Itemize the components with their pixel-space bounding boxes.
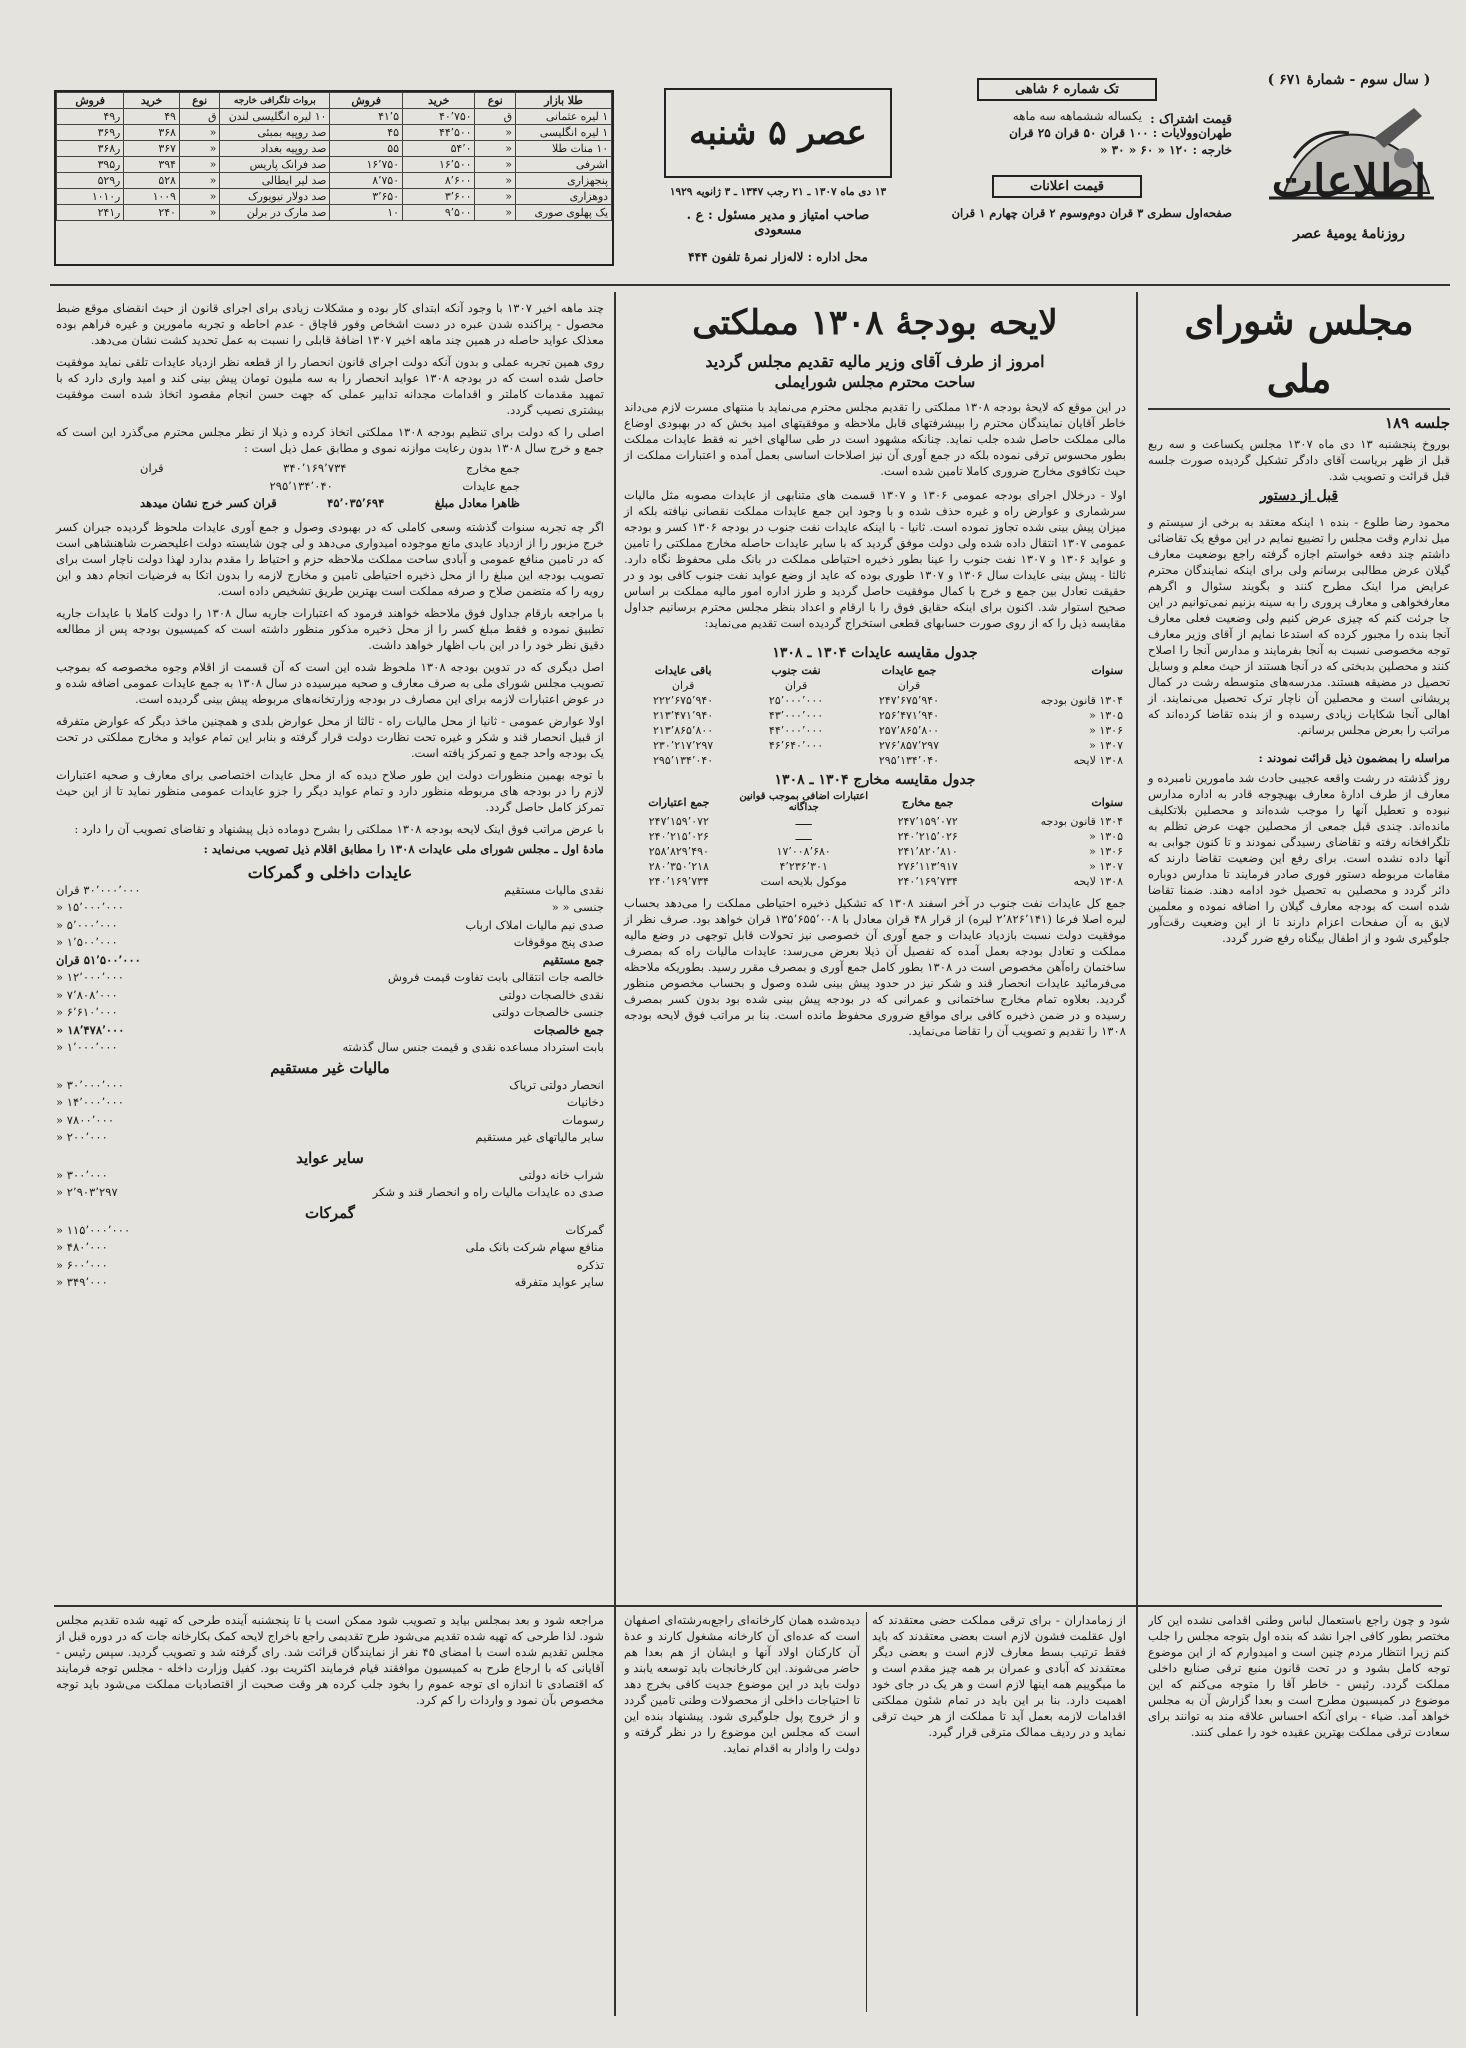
expense-header-row: [624, 790, 1126, 814]
market-cell: صد مارک در برلن: [220, 205, 330, 221]
revenue-line-label: جنسی خالصجات دولتی: [492, 1005, 604, 1019]
revenue-line: [56, 1039, 604, 1057]
title-box: [664, 88, 892, 272]
revenue-cell: ۲۲۲٬۶۷۵٬۹۴۰: [653, 694, 714, 707]
revenue-line-label: صدی نیم مالیات املاک ارباب: [465, 917, 604, 932]
ads-price-text: صفحه‌اول سطری ۳ قران دوم‌وسوم ۲ قران چهارم ۱ قران: [951, 206, 1232, 220]
majlis-column: [1148, 292, 1450, 946]
revenue-line: [56, 1022, 604, 1040]
budget-bottom-a: از زمامداران - برای ترقی مملکت حضی معتقدند که اول عقلمت فشون لازم است بعضی معتقدند که باید فقط ترتیب بسط معارف لازم است و بعضی دیگر معتقدند که آبادی و عمران بر همه چیز مقدم است و ما میگوییم همه اینها لازم است و هر یک در جای خود اهمیت دارد. بنا بر این باید در تمام شئون مملکتی اقدامات لازمه بعمل آید تا مملکت از هر حیث ترقی نماید و در ردیف ممالک مترقی قرار گیرد.: [872, 1613, 1126, 1739]
revenue-cell: ۴۶٬۶۴۰٬۰۰۰: [768, 739, 824, 752]
market-rates-table: [56, 92, 612, 221]
market-cell: ر۵۲۹: [57, 173, 124, 189]
indirect-tax-value: ۱۴٬۰۰۰٬۰۰۰ «: [56, 1095, 124, 1109]
customs-lines: [56, 1222, 604, 1292]
market-cell: «: [475, 189, 516, 205]
revenue-header: جمع عایدات: [881, 664, 937, 677]
market-cell: صد روپیه بمبئی: [220, 125, 330, 141]
revenue-cell: ۲۷۶٬۸۵۷٬۲۹۷: [878, 739, 940, 752]
indirect-tax-value: ۳۰٬۰۰۰٬۰۰۰ «: [56, 1077, 124, 1092]
revenue-line: [56, 952, 604, 970]
market-row: [57, 205, 612, 221]
expense-cell: ـــــ: [795, 815, 812, 828]
budget-bottom-b: دیده‌شده همان کارخانه‌ای راجع‌به‌رشته‌ای اصفهان است که عده‌ای آن کارخانه مشغول کارند و عدهٔ آن کارکنان اولاد آنها و ایشان از هم بعدا هم حاضر می‌شوند. این کارخانجات باید توسعه یابند و دولت باید در این موضوع جدیت کافی بخرج دهد تا احتیاجات داخلی از محصولات وطنی تامین گردد و از خروج پول جلوگیری شود. پیشنهاد بنده این است که مجلس این موضوع را در نظر گرفته و دولت را وادار به اقدام نماید.: [624, 1613, 860, 1755]
revenue-cell: ۱۳۰۷ «: [1089, 739, 1123, 752]
market-cell: دوهزاری: [516, 189, 612, 205]
budget-column: [624, 298, 1126, 1039]
revenue-line-value: ۱۲٬۰۰۰٬۰۰۰ «: [56, 970, 124, 984]
expense-row: [624, 859, 1126, 874]
expense-cell: ۲۴۰٬۲۱۵٬۰۲۶: [897, 830, 958, 843]
revenue-cell: ۲۵٬۰۰۰٬۰۰۰: [768, 694, 824, 707]
market-cell: ۳٬۶۰۰: [402, 189, 475, 205]
indirect-tax-value: ۲۰۰٬۰۰۰ «: [56, 1130, 108, 1144]
expense-cell: ۲۴۰٬۲۱۵٬۰۲۶: [648, 830, 709, 843]
indirect-tax-label: انحصار دولتی تریاک: [509, 1077, 604, 1092]
market-cell: ۳۹۴: [124, 157, 180, 173]
revenue-line: [56, 1004, 604, 1022]
customs-value: ۴۸۰٬۰۰۰ «: [56, 1240, 108, 1254]
market-header: خرید: [402, 93, 475, 109]
expense-cell: ۲۴۷٬۱۵۹٬۰۷۲: [897, 815, 958, 828]
revenue-cell: ۲۱۳٬۴۷۱٬۹۴۰: [653, 709, 714, 722]
expense-row: [624, 844, 1126, 859]
majlis-intro: بوروخ پنجشنبه ۱۳ دی ماه ۱۳۰۷ مجلس یکساعت و سه ربع قبل از ظهر بریاست آقای دادگر تشکیل گردیده صورت جلسه قبل قرائت و تصویب شد.: [1148, 436, 1450, 483]
article-bottom: مراجعه شود و بعد بمجلس بیاید و تصویب شود ممکن است یا تا پنجشنبه آینده طرحی که تهیه شده تقدیم مجلس شود. لذا طرحی که تهیه شده تقدیم می‌شود طرح تقدیمی راجع باخراج لایحه کمک بکارخانه جات که در دوره قبل از مجلس تقدیم شده است با امضای ۴۵ نفر از نمایندگان قرائت شد. رای گرفته شد و تصویب گردید. سپس رئیس - آقایانی که با ارجاع طرح به کمیسیون موافقند قیام فرمایند اکثریت بود. کفیل وزارت داخله - مجلس توجه فرمایند که اقتصادی تا اندازه ای توجه عموم را بخود جلب کرده هر وقت صحبت از اقتصادیات مملکت می‌شود باید توجه مخصوص بآن نمود و واردات را کم کرد.: [56, 1613, 604, 1707]
article-para: روی همین تجربه عملی و بدون آنکه دولت اجرای قانون انحصار را از قطعه نظر ازدیاد عایدات تلقی نماید موفقیت حاصل شده است که در بودجه ۱۳۰۸ عواید انحصار را به سه ملیون تومان پیش بینی کند و امید واری دارد که با تمهید مقدمات کاملتر و اقدامات مجدانه تدابیر عملی که جهت حسن انجام مقصود اتخاذ شده است موفقیت بیشتری نصیب گردد.: [56, 355, 605, 417]
subscription-title: قیمت اشتراک :: [1150, 111, 1232, 126]
expense-cell: ۲۴۰٬۱۶۹٬۷۳۴: [648, 875, 709, 888]
expense-cell: ۲۴۷٬۱۵۹٬۰۷۲: [648, 815, 709, 828]
revenue-unit: قران: [897, 679, 921, 692]
revenue-row: [624, 753, 1126, 768]
market-cell: ۵۲۸: [124, 173, 180, 189]
other-revenue-line: [56, 1167, 604, 1185]
customs-value: ۶۰۰٬۰۰۰ «: [56, 1257, 108, 1272]
majlis-title: مجلس شورای ملی: [1184, 298, 1414, 401]
revenue-line: [56, 917, 604, 935]
market-cell: «: [475, 125, 516, 141]
ads-price-title: قیمت اعلانات: [992, 175, 1142, 198]
market-cell: ر۳۹۵: [57, 157, 124, 173]
revenue-cell: ۴۳٬۰۰۰٬۰۰۰: [768, 709, 824, 722]
year-issue: ( سال سوم - شمارهٔ ۶۷۱ ): [1267, 72, 1431, 88]
revenue-line-label: خالصه جات انتقالی بابت تفاوت قیمت فروش: [387, 970, 604, 984]
revenue-cell: ۲۵۶٬۴۷۱٬۹۴۰: [878, 709, 940, 722]
revenue-section-title: عایدات داخلی و گمرکات: [247, 862, 413, 882]
logo-box: [1246, 58, 1452, 268]
budget-subtitle-1: امروز از طرف آقای وزیر مالیه تقدیم مجلس گردید: [705, 352, 1045, 371]
majlis-body: محمود رضا طلوع - بنده ۱ اینکه معتقد به برخی از سیستم و میل ندارم وقت مجلس را تضییع نمایم در این موقع یک تقاضائی داشتم چند دفعه خواستم اجازه گرفته راجع بوضعیت معارف گیلان عرض مطالبی برسانم ولی برای اینکه نمایندگان محترم عرایض مرا اینک مطرح کنند و بگویند سئوال و اگرهم معارفخواهی و معارف پروری را به سینه بزنیم نمی‌توانیم در این جا جرئت کنم که چیزی عرض کنیم ولی وضعیت فعلی معارف آنجا بنده را مجبور کرده که استدعا نمایم از آقای وزیر معارف توجه مخصوصی نسبت به آنجا بفرمایند و مدارس آنجا را اصلاح کنند و محصلین بدبختی که در آنجا هستند از حیث معلم و وسایل تحصیل در مضیقه هستند. مدرسه‌های متوسطه رشت در کمال پریشانی است و محصلین آن ناچار ترک تحصیل می‌نمایند. از اهالی آنجا شکایات زیادی رسیده و از بنده تقاضا کرده‌اند که مراتب را بعرض مجلس برسانم.: [1147, 514, 1450, 737]
revenue-line-label: جنسی « «: [551, 900, 604, 914]
masthead-divider: [50, 284, 1450, 286]
indirect-tax-value: ۷۸۰۰٬۰۰۰ «: [56, 1112, 115, 1127]
other-revenue-line: [56, 1184, 604, 1202]
expense-cell: ۲۵۸٬۸۲۹٬۴۹۰: [648, 845, 709, 858]
market-header-row: [57, 93, 612, 109]
expense-cell: ۱۳۰۸ لایحه: [1073, 875, 1123, 888]
market-cell: صد روپیه بغداد: [220, 141, 330, 157]
summary-value: ۴۵٬۰۳۵٬۶۹۴: [327, 496, 385, 510]
revenue-cell: ۲۴۷٬۶۷۵٬۹۴۰: [878, 694, 940, 707]
revenue-line-label: بابت استرداد مساعده نقدی و قیمت جنس سال گذشته: [342, 1040, 604, 1054]
market-header: بروات تلگرافی خارجه: [220, 93, 330, 109]
customs-value: ۳۴۹٬۰۰۰ «: [56, 1275, 108, 1289]
market-cell: ۳٬۶۵۰: [330, 189, 403, 205]
revenue-table: [624, 663, 1126, 768]
indirect-tax-label: سایر مالیاتهای غیر مستقیم: [475, 1130, 604, 1144]
market-cell: ۳۶۷: [124, 141, 180, 157]
market-cell: ۴۱٬۵: [330, 109, 403, 125]
revenue-line-value: ۱۵٬۰۰۰٬۰۰۰ «: [56, 900, 124, 914]
customs-line: [56, 1274, 604, 1292]
revenue-cell: ۱۳۰۴ قانون بودجه: [1040, 694, 1123, 707]
customs-title: گمرکات: [305, 1203, 355, 1222]
subscription-headers: یکساله ششماهه سه ماهه: [1012, 109, 1142, 123]
summary-label: ظاهرا معادل مبلغ: [434, 496, 520, 510]
revenue-line-value: ۶٬۶۱۰٬۰۰۰ «: [56, 1005, 118, 1019]
majlis-session: جلسه ۱۸۹: [1384, 413, 1450, 432]
subscription-box: [902, 70, 1232, 270]
budget-title: لایحه بودجهٔ ۱۳۰۸ مملکتی: [692, 303, 1058, 343]
summary-unit: قران: [140, 461, 164, 475]
majlis-subhead: قبل از دستور: [1259, 487, 1339, 504]
customs-line: [56, 1222, 604, 1240]
market-row: [57, 141, 612, 157]
summary-figures: [140, 460, 520, 513]
expense-header: جمع اعتبارات: [648, 795, 710, 809]
revenue-row: [624, 738, 1126, 753]
market-cell: ۵۴٬۰: [402, 141, 475, 157]
market-cell: ق: [179, 109, 220, 125]
customs-line: [56, 1257, 604, 1275]
revenue-line-value: ۵٬۰۰۰٬۰۰۰ «: [56, 917, 118, 932]
expense-cell: ۱۳۰۷ «: [1089, 860, 1123, 873]
market-header: فروش: [330, 93, 403, 109]
article-para: با مراجعه بارقام جداول فوق ملاحظه خواهند فرمود که اعتبارات جاریه سال ۱۳۰۸ را دولت کاملا با عایدات جاریه تطبیق نموده و فقط مبلغ کسر را از محل ذخیره مذکور منظور داشته است که کمیسیون بودجه پس از مطالعه دقیق نظر خود را در این باب اظهار خواهد داشت.: [56, 605, 604, 652]
customs-value: ۱۱۵٬۰۰۰٬۰۰۰ «: [56, 1222, 131, 1237]
single-issue-price: تک شماره ۶ شاهی: [977, 78, 1157, 101]
market-cell: ۵۵: [330, 141, 403, 157]
customs-label: گمرکات: [565, 1222, 604, 1237]
market-header: نوع: [179, 93, 220, 109]
market-cell: «: [475, 205, 516, 221]
indirect-tax-title: مالیات غیر مستقیم: [270, 1058, 390, 1077]
indirect-tax-line: [56, 1129, 604, 1147]
market-row: [57, 157, 612, 173]
majlis-read-note: مراسله را بمضمون ذیل قرائت نمودند :: [1258, 750, 1450, 765]
market-row: [57, 189, 612, 205]
revenue-header-row: [624, 663, 1126, 678]
summary-row: [140, 495, 520, 513]
revenue-table-title: جدول مقایسه عایدات ۱۳۰۴ ـ ۱۳۰۸: [772, 645, 978, 661]
market-cell: ۴۰٬۷۵۰: [402, 109, 475, 125]
revenue-cell: ۲۳۰٬۲۱۷٬۲۹۷: [653, 739, 714, 752]
subscription-tehran: طهران‌وولایات : ۱۰۰ قران ۵۰ قران ۲۵ قران: [1009, 126, 1232, 140]
tagline: روزنامهٔ یومیهٔ عصر: [1293, 226, 1405, 242]
article-para: اگر چه تجربه سنوات گذشته وسعی کاملی که در بهبودی وصول و جمع آوری عایدات ملحوظ گردیده جبران کسر خرج مزبور را از ازدیاد عایدی مانع موجوده امیدواری می‌دهد و لی چون شایسته دولت اعلیحضرت شاهنشاهی است که در تامین منافع عمومی و آبادی ساحت مملکت ملاحظه حزم و احتیاط را مقدم بدارد لهذا دولت ناچار است برای تصویب بودجه این مبلغ را از محل ذخیره احتیاطی تامین و مخارج لازمه را بدون اتکا به فرضیات انجام دهد و این رویه را که متضمن صلاح و صرفه مملکت است بهترین طریق تشخیص داده است.: [56, 519, 604, 598]
expense-header: جمع مخارج: [901, 795, 954, 809]
revenue-cell: ۲۱۳٬۸۶۵٬۸۰۰: [653, 724, 714, 737]
expense-cell: ۲۴۱٬۸۲۰٬۸۱۰: [897, 845, 958, 858]
other-revenue-value: ۳۰۰٬۰۰۰ «: [56, 1167, 108, 1182]
revenue-line: [56, 882, 604, 900]
expense-cell: ۲۷۶٬۱۱۳٬۹۱۷: [897, 860, 958, 873]
revenue-line: [56, 934, 604, 952]
article-para: اصلی را که دولت برای تنظیم بودجه ۱۳۰۸ مملکتی اتخاذ کرده و ذیلا از نظر مجلس محترم می‌گذرد این است که جمع و خرج سال ۱۳۰۸ بدون رعایت موازنه نموی و مطابق عمل ذیل است :: [56, 425, 605, 455]
other-revenue-label: شراب خانه دولتی: [518, 1167, 604, 1182]
revenue-cell: [742, 753, 850, 768]
paper-name: عصر ۵ شنبه: [664, 88, 892, 178]
revenue-cell: ۲۹۵٬۱۳۴٬۰۴۰: [878, 754, 940, 767]
market-cell: ۴۴٬۵۰۰: [402, 125, 475, 141]
expense-header: سنوات: [1091, 795, 1123, 809]
column-divider-right: [1136, 292, 1138, 2016]
market-cell: ر۳۶۸: [57, 141, 124, 157]
article-para: اصل دیگری که در تدوین بودجه ۱۳۰۸ ملحوظ شده این است که آن قسمت از اقلام وجوه مخصوصه که بموجب تصویب مجلس شورای ملی به صرف معارف و صحیه میرسیده در سال ۱۳۰۸ به جمع عایدات عمومی اضافه شده و در عوض اعتبارات لازمه برای این مصارف در بودجه وزارتخانه‌های مربوطه پیش بینی گردیده است.: [56, 659, 605, 706]
expense-row: [624, 814, 1126, 829]
market-header: نوع: [475, 93, 516, 109]
revenue-cell: ۴۴٬۰۰۰٬۰۰۰: [768, 724, 824, 737]
market-cell: ۱ لیره عثمانی: [516, 109, 612, 125]
budget-after-tables: جمع کل عایدات نفت جنوب در آخر اسفند ۱۳۰۸ که تشکیل ذخیره احتیاطی مملکت را می‌دهد بحساب لیره اصلا فرعا (۲٬۸۲۶٬۱۴۱ لیره) از قرار ۴۸ قران معادل با ۱۳۵٬۶۵۵٬۰۰۸ قران خواهد بود. صرف نظر از موفقیت دولت نسبت بازدیاد عایدات و جمع آوری آن خصوصی نیز تحولات قابل توجهی در وضع مالیه مملکت و تعادل بودجه بعمل آمده که تفصیل آن ذیلا بعرض می‌رسد: عایدات مالیات راه که بمصرف ساختمان راه‌آهن مخصوص است در ۱۳۰۸ بطور کامل جمع آوری و بمصرف مقرر رسید. بطوریکه ملاحظه می‌فرمائید عایدات انحصار قند و شکر نیز در حدود پیش بینی شده وصول و بحساب مخصوص منظور گردید. بعلاوه تمام مخارج ساختمانی و عمرانی که در بودجه پیش بینی شده بود بدون کسر بمصرف رسیده و در ضمن ذخیره کافی برای مواقع ضروری محفوظ مانده است. بنا بر مراتب فوق لایحه بودجه ۱۳۰۸ را تقدیم و تصویب آن را تقاضا می‌نماید.: [624, 896, 1127, 1038]
market-cell: صد فرانک پاریس: [220, 157, 330, 173]
owner-line: صاحب امتیاز و مدیر مسئول : ع . مسعودی: [686, 208, 870, 238]
other-revenue-title: سایر عواید: [296, 1148, 364, 1167]
market-cell: ر۱۰۱۰: [57, 189, 124, 205]
market-header: فروش: [57, 93, 124, 109]
market-cell: ۹٬۵۰۰: [402, 205, 475, 221]
expense-table: [624, 790, 1126, 889]
indirect-tax-line: [56, 1094, 604, 1112]
market-cell: ۱۰ لیره انگلیسی لندن: [220, 109, 330, 125]
market-cell: ر۳۶۹: [57, 125, 124, 141]
article-para: با عرض مراتب فوق اینک لایحه بودجه ۱۳۰۸ مملکتی را بشرح دوماده ذیل پیشنهاد و تقاضای تصویب آن را دارد :: [74, 821, 604, 836]
market-cell: ۸٬۶۰۰: [402, 173, 475, 189]
revenue-header: سنوات: [1091, 664, 1123, 677]
market-cell: ۴۵: [330, 125, 403, 141]
market-cell: ۱۰۰۹: [124, 189, 180, 205]
market-cell: پنجهزاری: [516, 173, 612, 189]
issue-date: ۱۳ دی ماه ۱۳۰۷ ـ ۲۱ رجب ۱۳۴۷ ـ ۳ ژانویه ۱۹۲۹: [669, 186, 887, 198]
revenue-line-value: ۵۱٬۵۰۰٬۰۰۰ قران: [56, 952, 141, 967]
revenue-cell: ۱۳۰۶ «: [1089, 724, 1123, 737]
market-cell: «: [179, 125, 220, 141]
majlis-bottom: شود و چون راجع باستعمال لباس وطنی اقدامی نشده این کار مختصر بطور کافی اجرا نشد که بنده اول بتوجه مجلس را جلب کنم زیرا انتظار مردم چنین است و امیدوارم که از این موضوع توجه کامل بشود و در تحت قانون منبع ترقی صنایع داخلی مملکت گردد. رئیس - خاطر آقا را متوجه می‌کنم که این موضوع در کمیسیون مطرح است و بعدا گزارش آن به مجلس خواهد آمد. ضیاء - برای آنکه احساس علاقه مند به توانند برای سعادت ترقی مملکت بهترین عقیده خود را عملی کنند.: [1148, 1613, 1450, 1739]
revenue-header: باقی عایدات: [654, 664, 712, 677]
revenue-cell: ۱۳۰۵ «: [1089, 709, 1123, 722]
market-cell: ۱ لیره انگلیسی: [516, 125, 612, 141]
market-cell: «: [179, 141, 220, 157]
customs-line: [56, 1239, 604, 1257]
market-cell: «: [475, 173, 516, 189]
market-cell: «: [179, 189, 220, 205]
market-cell: صد دولار نیویورک: [220, 189, 330, 205]
expense-header: اعتبارات اضافی بموجب قوانین جداگانه: [739, 791, 868, 813]
revenue-line-label: جمع خالصجات: [533, 1022, 604, 1037]
majlis-title-rule: [1148, 408, 1450, 410]
revenue-cell: ۲۹۵٬۱۳۴٬۰۴۰: [653, 754, 714, 767]
market-cell: ۲۴۰: [124, 205, 180, 221]
market-header: خرید: [124, 93, 180, 109]
indirect-tax-line: [56, 1077, 604, 1095]
budget-bottom-divider: [866, 1612, 867, 2012]
summary-value: ۳۴۰٬۱۶۹٬۷۳۴: [283, 461, 347, 475]
other-revenue-lines: [56, 1167, 604, 1202]
expense-cell: ۱۳۰۶ «: [1089, 845, 1123, 858]
market-cell: یک پهلوی صوری: [516, 205, 612, 221]
customs-label: منافع سهام شرکت بانک ملی: [465, 1240, 604, 1254]
market-cell: ۱۶٬۷۵۰: [330, 157, 403, 173]
summary-label: جمع مخارج: [465, 461, 520, 475]
revenue-line-label: نقدی مالیات مستقیم: [504, 882, 604, 897]
majlis-body-2: روز گذشته در رشت واقعه عجیبی حادث شد مامورین نامبرده و معارف از طرف ادارهٔ معارف بهیچوجه قادر به اداره مدارس نبوده و تعطیل آنها را موجب شده‌اند و محصلین بلاتکلیف مانده‌اند. چندی قبل جمعی از محصلین جهت عرض تظلم به تلگرافخانه رفته و تقاضای رسیدگی نمودند و تا کنون جوابی به آنها داده نشده است. برای رفع این وضعیت تقاضا دارند که مقامات مربوطه دستور فوری صادر فرمایند تا مدارس دوباره دائر گردد و محصلین به تحصیل خود ادامه دهند. ضمنا تقاضا شده است که بودجه معارف گیلان را اضافه نموده و معلمین لایق به آن صفحات اعزام دارند تا از این وضعیت رقت‌آور جلوگیری شود و از اطفال بیگناه رفع ضرر گردد.: [1148, 770, 1450, 945]
expense-table-title: جدول مقایسه مخارج ۱۳۰۴ ـ ۱۳۰۸: [774, 772, 976, 788]
budget-subtitle-2: ساحت محترم مجلس شورایملی: [774, 373, 976, 391]
summary-unit: قران کسر خرج نشان میدهد: [140, 496, 277, 510]
market-cell: «: [179, 205, 220, 221]
market-row: [57, 173, 612, 189]
market-cell: «: [179, 173, 220, 189]
article-column: [56, 300, 604, 1292]
revenue-unit: قران: [671, 679, 695, 692]
expense-cell: ۴٬۲۳۶٬۳۰۱: [779, 860, 828, 873]
customs-label: سایر عواید متفرقه: [514, 1275, 604, 1289]
revenue-unit-row: [624, 678, 1126, 693]
revenue-row: [624, 708, 1126, 723]
expense-cell: ۱۳۰۴ قانون بودجه: [1040, 815, 1123, 828]
indirect-tax-line: [56, 1112, 604, 1130]
expense-cell: ۲۸۰٬۳۵۰٬۲۱۸: [648, 860, 709, 873]
market-rates-box: [54, 90, 614, 266]
revenue-line-value: ۷٬۸۰۸٬۰۰۰ «: [56, 987, 118, 1002]
revenue-line-value: ۱۸٬۴۷۸٬۰۰۰ «: [56, 1022, 125, 1037]
article-para: مادهٔ اول ـ مجلس شورای ملی عایدات ۱۳۰۸ را مطابق اقلام ذیل تصویب می‌نماید :: [203, 841, 604, 856]
expense-row: [624, 829, 1126, 844]
article-para: اولا عوارض عمومی - ثانیا از محل مالیات راه - ثالثا از محل عوارض بلدی و همچنین ماخذ دیگر که عوارض متفرقه از قبیل انحصار قند و شکر و غیره تحت نظارت دولت قرار گرفته و بنابر این تمام عواید و مخارج مملکتی در تحت یک بودجه واحد جمع و تمرکز یافته است.: [56, 713, 604, 760]
revenue-lines: [56, 882, 604, 1057]
customs-label: تذکره: [576, 1257, 604, 1272]
article-para: چند ماهه اخیر ۱۳۰۷ با وجود آنکه ابتدای کار بوده و مشکلات زیادی برای اجرای قانون از حیث انقضای موقع ضبط محصول - پراکنده شدن عبره در دست اشخاص وفور قاچاق - عدم احاطه و تجربه مامورین و غیره فراهم بوده معذلک عواید حاصله در همین چند ماهه اخیر ۱۳۰۷ اضافهٔ قابلی را نسبت به عمل تحدید کشت نشان می‌دهد.: [56, 301, 604, 347]
revenue-cell: ۱۳۰۸ لایحه: [1073, 754, 1123, 767]
revenue-line-value: ۱٬۰۰۰٬۰۰۰ «: [56, 1040, 118, 1054]
indirect-tax-label: دخانیات: [566, 1095, 604, 1109]
expense-cell: ۲۴۰٬۱۶۹٬۷۳۴: [897, 875, 958, 888]
revenue-row: [624, 693, 1126, 708]
market-cell: «: [475, 141, 516, 157]
revenue-line: [56, 899, 604, 917]
revenue-header: نفت جنوب: [771, 664, 821, 677]
expense-cell: موکول بلایحه است: [760, 875, 847, 888]
market-header: طلا بازار: [516, 93, 612, 109]
logo-text: اطلاعات: [1271, 156, 1427, 207]
market-cell: ق: [475, 109, 516, 125]
blank-cell: [968, 678, 1126, 693]
bottom-section-divider: [54, 1605, 1442, 1607]
revenue-line-label: جمع مستقیم: [542, 952, 604, 967]
market-cell: ر۴۹: [57, 109, 124, 125]
summary-row: [140, 478, 520, 496]
market-cell: ۱۰ منات طلا: [516, 141, 612, 157]
indirect-tax-label: رسومات: [562, 1112, 604, 1127]
article-para: با توجه بهمین منظورات دولت این طور صلاح دیده که از محل عایدات اختصاصی برای معارف و صحیه اعتبارات لازم را در بودجه های مربوطه منظور دارد و تمام عواید دیگر را جزو عایدات عمومی منظور نماید تا از این حیث تمرکز کامل حاصل گردد.: [56, 767, 604, 814]
summary-value: ۲۹۵٬۱۳۴٬۰۴۰: [269, 478, 333, 493]
revenue-line: [56, 987, 604, 1005]
expense-cell: ـــــ: [795, 830, 812, 843]
market-row: [57, 109, 612, 125]
market-cell: ۸٬۷۵۰: [330, 173, 403, 189]
indirect-tax-lines: [56, 1077, 604, 1147]
revenue-line-value: ۳۰٬۰۰۰٬۰۰۰ قران: [56, 882, 141, 897]
revenue-unit: قران: [784, 679, 808, 692]
revenue-row: [624, 723, 1126, 738]
market-cell: ۴۹: [124, 109, 180, 125]
revenue-line-value: ۱٬۵۰۰٬۰۰۰ «: [56, 935, 118, 949]
market-cell: ر۲۴۱: [57, 205, 124, 221]
revenue-cell: ۲۵۷٬۸۶۵٬۸۰۰: [878, 724, 940, 737]
revenue-line-label: نقدی خالصجات دولتی: [498, 987, 604, 1002]
budget-body: اولا - درخلال اجرای بودجه عمومی ۱۳۰۶ و ۱۳۰۷ قسمت های متنابهی از عایدات مصوبه مثل مالیات سرشماری و عوارض راه و غیره حذف شده و با وجود این جمع عایدات مملکت نقصانی نیافته بلکه از میزان پیش بینی شده تجاوز نموده است. ثانیا - با اینکه عایدات نفت جنوب در بودجه ۱۳۰۶ کسر و بودجه عمومی ۱۳۰۷ انتقال داده شده ولی دولت موفق گردید که با سایر عایدات حاصله مخارج مملکتی را تامین و عواید ۱۳۰۶ و ۱۳۰۷ نفت جنوب را عینا بطور ذخیره احتیاطی مملکت در بانک ملی محفوظ نگاه دارد. ثالثا - پیش بینی عایدات سال ۱۳۰۶ و ۱۳۰۷ طوری بوده که عاید از وضع عواید نفت جنوب کافی بود و در حقیقت تعادل بین جمع و خرج با کمال موفقیت حاصل گردید و طرز اداره امور مالیه مملکت بر اساس صحیح استوار شد. اکنون برای اینکه حقایق فوق را با ارقام و اعداد بنظر مجلس محترم برسانیم جداول مقایسه ذیل را که از روی صورت حسابهای قطعی استخراج گردیده است تقدیم می‌نماید:: [624, 488, 1126, 630]
budget-intro: در این موقع که لایحهٔ بودجه ۱۳۰۸ مملکتی را تقدیم مجلس محترم می‌نماید با منتهای مسرت لازم می‌داند خاطر آقایان نمایندگان محترم را بپیشرفتهای قابل ملاحظه و موفقیتهای امید بخش که در بهبودی اوضاع مالی مملکت حاصل شده جلب نماید. چنانکه مشهود است در طی سالهای اخیر نه فقط عایدات مملکت بطور محسوس ترقی نموده بلکه در جمع آوری آن نیز اصلاحات اساسی بعمل آمده و اعتبارات مملکت از حیث تکافوی مخارج ضروری کاملا تامین شده است.: [624, 400, 1126, 478]
market-cell: «: [475, 157, 516, 173]
expense-cell: ۱۳۰۵ «: [1089, 830, 1123, 843]
market-cell: «: [179, 157, 220, 173]
address-line: محل اداره : لاله‌زار نمرهٔ تلفون ۴۴۴: [688, 250, 868, 264]
market-cell: صد لیر ایطالی: [220, 173, 330, 189]
market-cell: اشرفی: [516, 157, 612, 173]
market-row: [57, 125, 612, 141]
column-divider-left: [614, 292, 616, 2016]
revenue-line-label: صدی پنج موقوفات: [513, 935, 604, 949]
market-cell: ۱۰: [330, 205, 403, 221]
subscription-abroad: خارجه : ۱۲۰ « ۶۰ « ۳۰ «: [1099, 143, 1232, 157]
market-cell: ۳۶۸: [124, 125, 180, 141]
other-revenue-value: ۲٬۹۰۳٬۲۹۷ «: [56, 1185, 118, 1199]
other-revenue-label: صدی ده عایدات مالیات راه و انحصار قند و شکر: [372, 1185, 604, 1199]
expense-row: [624, 874, 1126, 889]
revenue-line: [56, 969, 604, 987]
expense-cell: ۱۷٬۰۰۸٬۶۸۰: [776, 845, 831, 858]
market-cell: ۱۶٬۵۰۰: [402, 157, 475, 173]
summary-row: [140, 460, 520, 478]
summary-label: جمع عایدات: [462, 478, 520, 493]
